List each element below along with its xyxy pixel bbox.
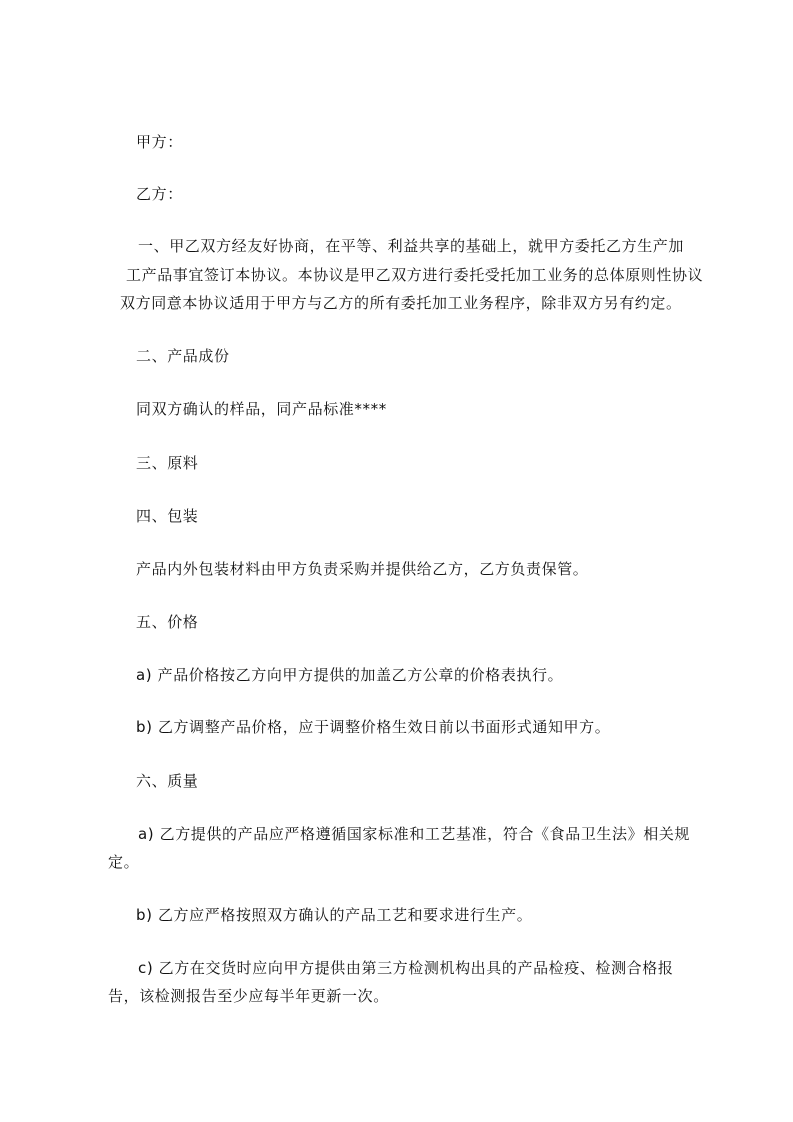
section6-item-a-line2: 定。 [108,853,140,871]
party-a-label: 甲方： [136,133,183,151]
section2-heading: 二、产品成份 [136,347,230,365]
section6-item-c-line1: c) 乙方在交货时应向甲方提供由第三方检测机构出具的产品检疫、检测合格报 [138,959,674,977]
section4-heading: 四、包装 [136,507,199,525]
section6-item-a-line1: a) 乙方提供的产品应严格遵循国家标准和工艺基准，符合《食品卫生法》相关规 [138,825,691,843]
section1-line2: 工产品事宜签订本协议。本协议是甲乙双方进行委托受托加工业务的总体原则性协议 [126,266,704,284]
section5-heading: 五、价格 [136,613,199,631]
section1-line1: 一、甲乙双方经友好协商，在平等、利益共享的基础上，就甲方委托乙方生产加 [138,237,685,255]
section5-item-a: a) 产品价格按乙方向甲方提供的加盖乙方公章的价格表执行。 [136,666,564,684]
section6-item-b: b) 乙方应严格按照双方确认的产品工艺和要求进行生产。 [136,906,533,924]
section4-body: 产品内外包装材料由甲方负责采购并提供给乙方，乙方负责保管。 [136,560,589,578]
section2-body: 同双方确认的样品，同产品标准**** [136,400,387,418]
section5-item-b: b) 乙方调整产品价格，应于调整价格生效日前以书面形式通知甲方。 [136,718,611,736]
party-b-label: 乙方： [136,185,183,203]
section1-line3: 双方同意本协议适用于甲方与乙方的所有委托加工业务程序，除非双方另有约定。 [120,294,682,312]
section3-heading: 三、原料 [136,454,199,472]
section6-heading: 六、质量 [136,772,199,790]
section6-item-c-line2: 告，该检测报告至少应每半年更新一次。 [108,987,389,1005]
